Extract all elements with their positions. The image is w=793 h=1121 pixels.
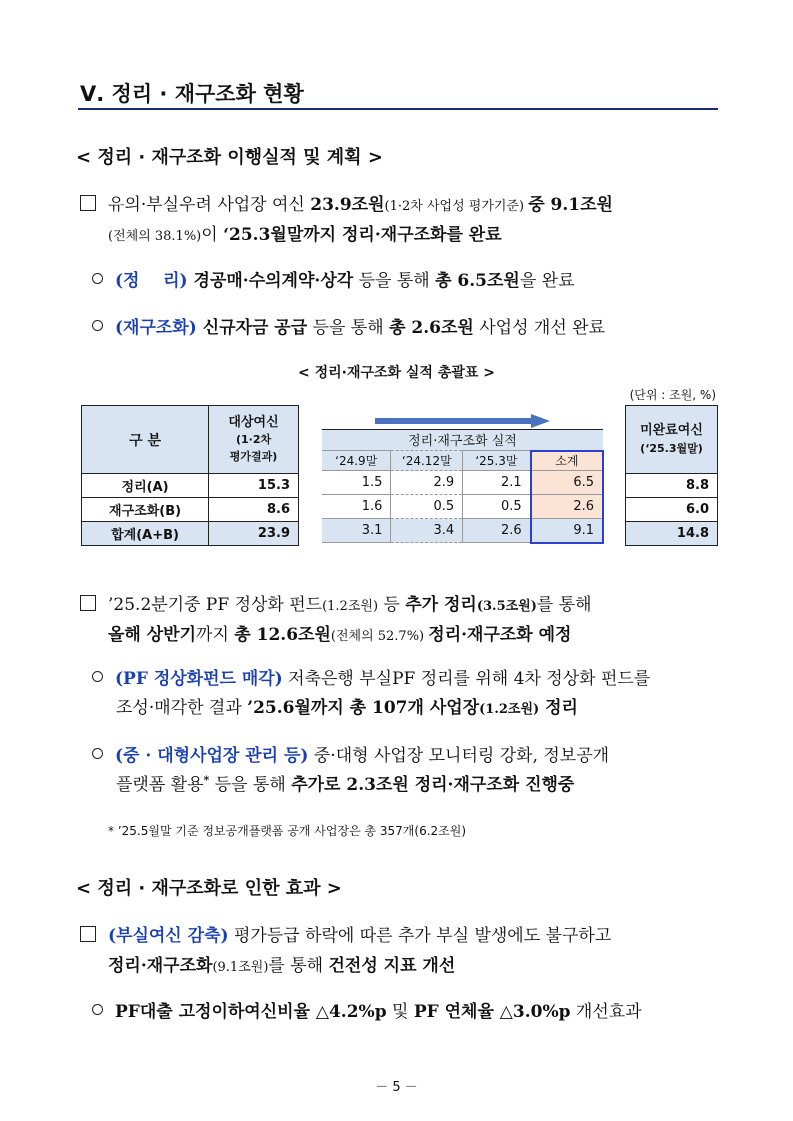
cell: 1.5 xyxy=(322,471,391,495)
cell: 9.1 xyxy=(531,519,603,543)
text: 총 6.5조원 xyxy=(435,271,520,291)
header-remaining xyxy=(626,406,718,474)
cell: 2.9 xyxy=(391,471,463,495)
text: (3.5조원) xyxy=(476,599,537,614)
circle-bullet-icon xyxy=(92,671,103,682)
text: 23.9조원 xyxy=(310,195,385,215)
circle-bullet-icon xyxy=(92,320,103,331)
cell: 8.6 xyxy=(209,498,299,522)
circle-bullet-icon xyxy=(92,1004,103,1015)
cell: 0.5 xyxy=(391,495,463,519)
table-row xyxy=(82,522,299,546)
table-unit: (단위 : 조원, %) xyxy=(629,388,716,402)
text: 를 통해 xyxy=(268,956,329,976)
text: 총 2.6조원 xyxy=(389,318,474,338)
cell: 3.1 xyxy=(322,519,391,543)
text: (‘25.3월말) xyxy=(640,441,703,455)
summary-table-left xyxy=(81,405,299,546)
cell: 2.6 xyxy=(531,495,603,519)
cell: 2.1 xyxy=(463,471,531,495)
row-label: 합계(A+B) xyxy=(82,522,209,546)
title-underline xyxy=(78,108,718,110)
row-label: 정리(A) xyxy=(82,474,209,498)
cell: 0.5 xyxy=(463,495,531,519)
text: 미완료여신 xyxy=(640,422,703,438)
table-title: < 정리·재구조화 실적 총괄표 > xyxy=(297,365,496,381)
bullet-5 xyxy=(92,997,642,1022)
section-title: Ⅴ. 정리 · 재구조화 현황 xyxy=(80,82,304,106)
circle-bullet-icon xyxy=(92,273,103,284)
subsection-heading: < 정리 · 재구조화 이행실적 및 계획 > xyxy=(76,147,383,168)
table-row xyxy=(82,474,299,498)
table-row xyxy=(322,519,603,543)
text: 평가등급 하락에 따른 추가 부실 발생에도 불구하고 xyxy=(228,926,612,946)
text: 평가결과) xyxy=(229,450,278,463)
text: PF 연체율 △3.0%p xyxy=(413,1002,571,1022)
text: 유의·부실우려 사업장 여신 xyxy=(108,195,311,215)
table-row xyxy=(626,474,718,498)
text: ’25.6월까지 총 107개 사업장 xyxy=(247,698,480,718)
summary-table-performance xyxy=(322,429,604,544)
text: 경공매·수의계약·상각 xyxy=(187,271,354,291)
text: 등을 통해 xyxy=(209,775,292,795)
cell: 6.0 xyxy=(626,498,718,522)
text: 신규자금 공급 xyxy=(196,318,308,338)
text: 까지 xyxy=(196,625,235,645)
column-header: 소계 xyxy=(531,451,603,471)
text: (1·2차 xyxy=(235,433,272,446)
paragraph-3-line-2 xyxy=(108,951,455,976)
text: PF대출 고정이하여신비율 △4.2%p xyxy=(115,1002,387,1022)
header-target xyxy=(209,406,299,474)
paragraph-3-line-1 xyxy=(80,921,611,946)
text: 추가로 2.3조원 정리·재구조화 진행중 xyxy=(291,775,575,795)
text: 플랫폼 활용 xyxy=(116,775,204,795)
text: (PF 정상화펀드 매각) xyxy=(115,669,283,689)
text: (1.2조원) xyxy=(322,599,379,614)
text: 중·대형 사업장 모니터링 강화, 정보공개 xyxy=(308,746,610,766)
text: (1.2조원) xyxy=(479,702,540,717)
text: 를 통해 xyxy=(536,595,592,615)
bullet-4-line-1 xyxy=(92,741,609,766)
text: (중 · 대형사업장 관리 등) xyxy=(115,746,309,766)
checkbox-icon xyxy=(80,195,96,211)
text: 저축은행 부실PF 정리를 위해 4차 정상화 펀드를 xyxy=(282,669,651,689)
column-header: ‘24.12말 xyxy=(391,451,463,471)
text: 을 완료 xyxy=(519,271,575,291)
paragraph-1-line-2 xyxy=(108,220,502,245)
text: 올해 상반기 xyxy=(108,625,197,645)
text: 이 xyxy=(201,225,224,245)
text: 사업성 개선 완료 xyxy=(473,318,605,338)
checkbox-icon xyxy=(80,926,96,942)
checkbox-icon xyxy=(80,595,96,611)
cell: 15.3 xyxy=(209,474,299,498)
text: 건전성 지표 개선 xyxy=(328,956,456,976)
cell: 3.4 xyxy=(391,519,463,543)
text: 대상여신 xyxy=(228,415,279,430)
cell: 14.8 xyxy=(626,522,718,546)
text: 정리 xyxy=(539,698,578,718)
text: 정리·재구조화 예정 xyxy=(428,625,572,645)
header-gubun: 구 분 xyxy=(82,406,209,474)
bullet-3-line-1 xyxy=(92,664,650,689)
table-row xyxy=(82,498,299,522)
footnote-marker: * xyxy=(203,773,210,787)
footnote: * ’25.5월말 기준 정보공개플랫폼 공개 사업장은 총 357개(6.2조원) xyxy=(108,824,467,838)
paragraph-2-line-1 xyxy=(80,590,592,615)
text: 총 12.6조원 xyxy=(234,625,331,645)
bullet-3-line-2 xyxy=(116,693,578,718)
cell: 6.5 xyxy=(531,471,603,495)
page-number: － 5 － xyxy=(375,1080,418,1095)
column-header: ‘25.3말 xyxy=(463,451,531,471)
row-label: 재구조화(B) xyxy=(82,498,209,522)
text: 정리·재구조화 xyxy=(108,956,213,976)
summary-table-remaining xyxy=(625,405,718,546)
text: 개선효과 xyxy=(570,1002,642,1022)
circle-bullet-icon xyxy=(92,748,103,759)
text: 등을 통해 xyxy=(307,318,390,338)
bullet-4-line-2 xyxy=(116,770,574,795)
text: (재구조화) xyxy=(115,318,197,338)
text: 추가 정리 xyxy=(405,595,477,615)
paragraph-1-line-1 xyxy=(80,190,613,215)
text: (9.1조원) xyxy=(212,960,269,975)
text: (부실여신 감축) xyxy=(108,926,229,946)
bullet-1 xyxy=(92,266,575,291)
text: 중 9.1조원 xyxy=(528,195,613,215)
text: (전체의 52.7%) xyxy=(330,629,429,644)
text: (정 리) xyxy=(115,271,188,291)
cell: 2.6 xyxy=(463,519,531,543)
table-row xyxy=(626,522,718,546)
table-row xyxy=(322,495,603,519)
cell: 23.9 xyxy=(209,522,299,546)
paragraph-2-line-2 xyxy=(108,620,571,645)
arrow-right-icon xyxy=(375,413,550,427)
text: 등을 통해 xyxy=(353,271,436,291)
cell: 8.8 xyxy=(626,474,718,498)
text: 등 xyxy=(378,595,406,615)
table-row xyxy=(626,498,718,522)
text: (전체의 38.1%) xyxy=(108,229,202,244)
text: 및 xyxy=(386,1002,414,1022)
table-row xyxy=(322,471,603,495)
subsection-heading-2: < 정리 · 재구조화로 인한 효과 > xyxy=(76,878,342,899)
header-performance: 정리·재구조화 실적 xyxy=(322,430,603,451)
bullet-2 xyxy=(92,313,605,338)
text: 조성·매각한 결과 xyxy=(116,698,248,718)
text: (1·2차 사업성 평가기준) xyxy=(384,199,529,214)
text: ‘25.3월말까지 정리·재구조화를 완료 xyxy=(223,225,502,245)
text: ’25.2분기중 PF 정상화 펀드 xyxy=(108,595,323,615)
column-header: ‘24.9말 xyxy=(322,451,391,471)
cell: 1.6 xyxy=(322,495,391,519)
